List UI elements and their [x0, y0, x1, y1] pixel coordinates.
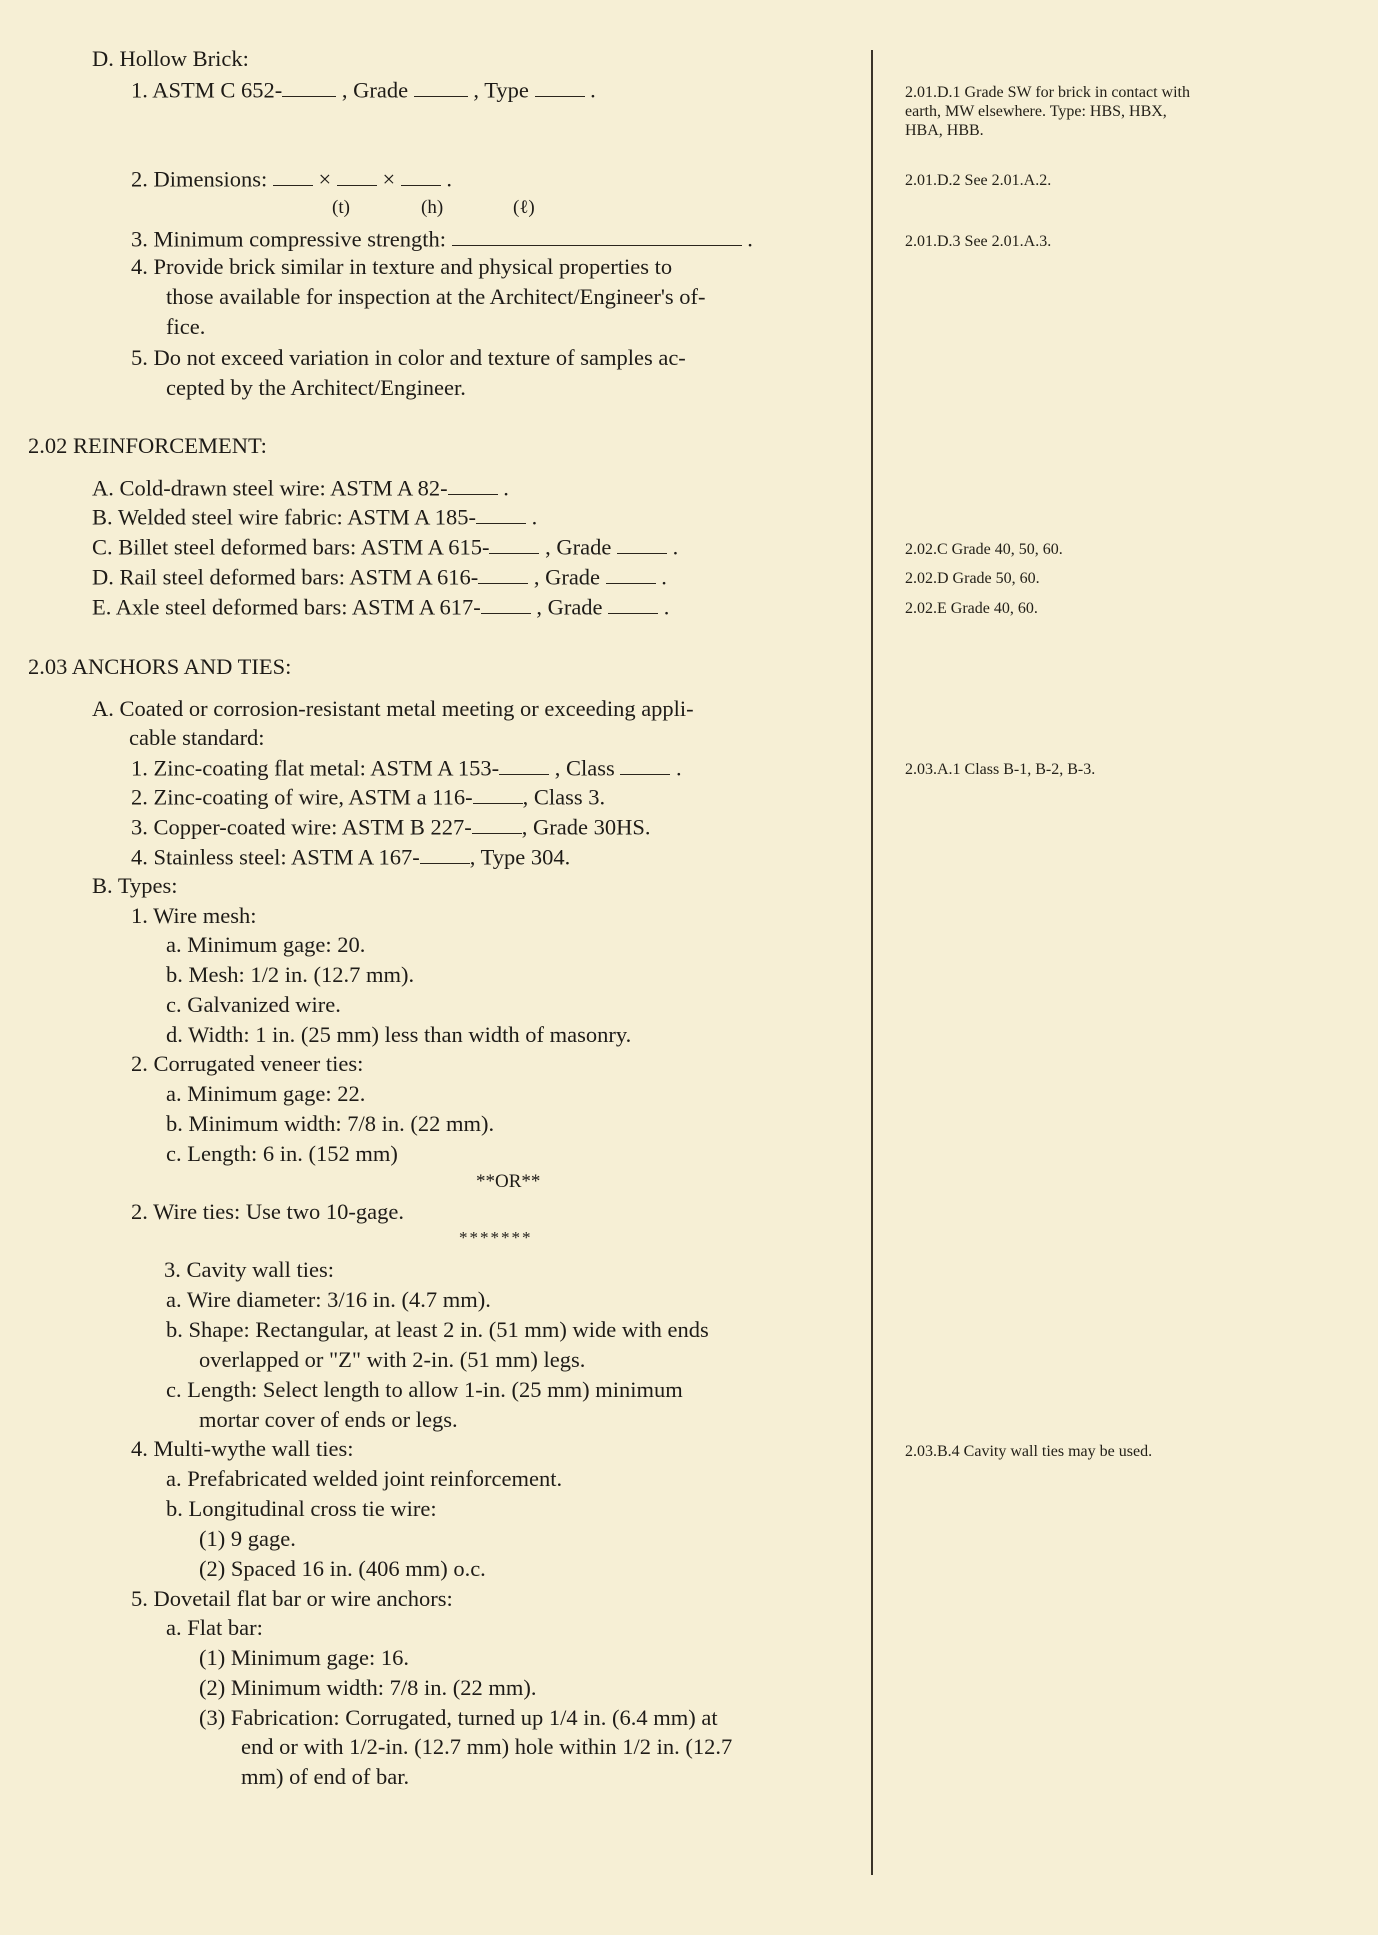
asterisk-separator: *******	[459, 1228, 533, 1247]
item-202e-text: E. Axle steel deformed bars: ASTM A 617-	[92, 594, 481, 620]
item-202a-text: A. Cold-drawn steel wire: ASTM A 82-	[92, 475, 448, 501]
item-203a4-end: , Type 304.	[469, 844, 571, 870]
section-203-title: 2.03 ANCHORS AND TIES:	[28, 654, 292, 679]
times-symbol: ×	[318, 166, 332, 192]
times-symbol: ×	[382, 166, 396, 192]
item-202c-end: .	[672, 534, 679, 560]
item-202d-text: D. Rail steel deformed bars: ASTM A 616-	[92, 564, 479, 590]
d1-end: .	[590, 77, 596, 103]
item-203b5: 5. Dovetail flat bar or wire anchors:	[131, 1586, 453, 1611]
blank-field	[617, 532, 667, 554]
item-203b3b-line1: b. Shape: Rectangular, at least 2 in. (51 mm) wide with ends	[166, 1317, 709, 1342]
note-201d1-line3: HBA, HBB.	[905, 122, 984, 139]
item-203a4	[131, 842, 570, 871]
or-separator: **OR**	[476, 1171, 541, 1192]
item-203b5a3-line1: (3) Fabrication: Corrugated, turned up 1/4 in. (6.4 mm) at	[199, 1705, 718, 1730]
item-203b3c-line2: mortar cover of ends or legs.	[199, 1407, 458, 1432]
blank-field	[452, 224, 742, 246]
blank-field	[489, 532, 539, 554]
note-203b4: 2.03.B.4 Cavity wall ties may be used.	[905, 1443, 1153, 1460]
d3-end: .	[747, 226, 753, 252]
item-203b5a1: (1) Minimum gage: 16.	[199, 1645, 409, 1670]
item-203a2	[131, 782, 605, 811]
item-202d-grade: , Grade	[533, 564, 601, 590]
note-201d1-line1: 2.01.D.1 Grade SW for brick in contact with	[905, 84, 1190, 101]
note-202d: 2.02.D Grade 50, 60.	[905, 570, 1040, 587]
blank-field	[401, 164, 441, 186]
d1-text: 1. ASTM C 652-	[131, 77, 283, 103]
item-203b5a3-line3: mm) of end of bar.	[241, 1764, 410, 1789]
blank-field	[608, 592, 658, 614]
note-201d1-line2: earth, MW elsewhere. Type: HBS, HBX,	[905, 103, 1167, 120]
d2-text: 2. Dimensions:	[131, 166, 268, 192]
item-202e	[92, 592, 669, 621]
item-203a2-end: , Class 3.	[522, 784, 606, 810]
item-203b5a3-line2: end or with 1/2-in. (12.7 mm) hole within 1/2 in. (12.7	[241, 1734, 733, 1759]
item-203b4a: a. Prefabricated welded joint reinforcement.	[166, 1466, 563, 1491]
item-203a3-text: 3. Copper-coated wire: ASTM B 227-	[131, 814, 472, 840]
column-divider	[871, 50, 873, 1875]
blank-field	[472, 812, 522, 834]
item-d4-line1: 4. Provide brick similar in texture and physical properties to	[131, 254, 673, 279]
dim-label-h: (h)	[421, 197, 444, 218]
item-203b2c: c. Length: 6 in. (152 mm)	[166, 1141, 398, 1166]
item-d4-line2: those available for inspection at the Architect/Engineer's of-	[166, 284, 706, 309]
note-202e: 2.02.E Grade 40, 60.	[905, 600, 1038, 617]
blank-field	[481, 592, 531, 614]
note-201d2: 2.01.D.2 See 2.01.A.2.	[905, 172, 1052, 189]
section-202-title: 2.02 REINFORCEMENT:	[28, 433, 267, 458]
item-202a-end: .	[503, 475, 509, 501]
blank-field	[478, 562, 528, 584]
blank-field	[448, 473, 498, 495]
d1-type: , Type	[473, 77, 529, 103]
d1-grade: , Grade	[341, 77, 409, 103]
blank-field	[535, 75, 585, 97]
item-203b1d: d. Width: 1 in. (25 mm) less than width of masonry.	[166, 1022, 632, 1047]
item-203b3b-line2: overlapped or "Z" with 2-in. (51 mm) legs.	[199, 1347, 586, 1372]
item-203a1-end: .	[675, 755, 682, 781]
item-202b	[92, 502, 537, 531]
item-203b1: 1. Wire mesh:	[131, 903, 257, 928]
item-203a1-text: 1. Zinc-coating flat metal: ASTM A 153-	[131, 755, 500, 781]
item-202c	[92, 532, 678, 561]
item-202b-text: B. Welded steel wire fabric: ASTM A 185-	[92, 504, 476, 530]
item-203a2-text: 2. Zinc-coating of wire, ASTM a 116-	[131, 784, 473, 810]
item-203b4: 4. Multi-wythe wall ties:	[131, 1436, 354, 1461]
blank-field	[420, 842, 470, 864]
item-203a-line1: A. Coated or corrosion-resistant metal meeting or exceeding appli-	[92, 696, 694, 721]
item-202d	[92, 562, 667, 591]
item-202d-end: .	[661, 564, 667, 590]
item-203b2-alt: 2. Wire ties: Use two 10-gage.	[131, 1199, 404, 1224]
item-203b2a: a. Minimum gage: 22.	[166, 1081, 366, 1106]
item-203b3: 3. Cavity wall ties:	[164, 1257, 334, 1282]
item-202b-end: .	[531, 504, 538, 530]
item-203b4b: b. Longitudinal cross tie wire:	[166, 1496, 437, 1521]
blank-field	[620, 753, 670, 775]
dim-label-l: (ℓ)	[513, 197, 535, 218]
item-d5-line1: 5. Do not exceed variation in color and texture of samples ac-	[131, 345, 686, 370]
note-202c: 2.02.C Grade 40, 50, 60.	[905, 541, 1063, 558]
item-202c-grade: , Grade	[545, 534, 612, 560]
blank-field	[337, 164, 377, 186]
item-203b4b2: (2) Spaced 16 in. (406 mm) o.c.	[199, 1556, 486, 1581]
item-202e-grade: , Grade	[536, 594, 603, 620]
item-203a3-end: , Grade 30HS.	[521, 814, 651, 840]
item-203a-line2: cable standard:	[129, 725, 265, 750]
blank-field	[282, 75, 336, 97]
item-203b2: 2. Corrugated veneer ties:	[131, 1051, 364, 1076]
item-202a	[92, 473, 509, 502]
item-203a3	[131, 812, 650, 841]
d2-end: .	[446, 166, 453, 192]
item-203b1a: a. Minimum gage: 20.	[166, 932, 366, 957]
item-203a1-class: , Class	[554, 755, 615, 781]
blank-field	[499, 753, 549, 775]
item-203b1b: b. Mesh: 1/2 in. (12.7 mm).	[166, 962, 415, 987]
item-203b3c-line1: c. Length: Select length to allow 1-in. (25 mm) minimum	[166, 1377, 683, 1402]
item-203b1c: c. Galvanized wire.	[166, 992, 341, 1017]
item-d2	[131, 164, 452, 193]
item-203b4b1: (1) 9 gage.	[199, 1526, 296, 1551]
item-203b2b: b. Minimum width: 7/8 in. (22 mm).	[166, 1111, 495, 1136]
item-202e-end: .	[663, 594, 670, 620]
blank-field	[273, 164, 313, 186]
note-201d3: 2.01.D.3 See 2.01.A.3.	[905, 233, 1052, 250]
item-203b3a: a. Wire diameter: 3/16 in. (4.7 mm).	[166, 1287, 491, 1312]
item-203b: B. Types:	[92, 873, 178, 898]
blank-field	[606, 562, 656, 584]
item-d1	[131, 75, 596, 104]
section-d-heading: D. Hollow Brick:	[92, 46, 249, 71]
item-d5-line2: cepted by the Architect/Engineer.	[166, 375, 466, 400]
blank-field	[473, 782, 523, 804]
item-203a4-text: 4. Stainless steel: ASTM A 167-	[131, 844, 420, 870]
item-d3	[131, 224, 753, 253]
item-d4-line3: fice.	[166, 314, 206, 339]
blank-field	[476, 502, 526, 524]
item-203a1	[131, 753, 682, 782]
item-202c-text: C. Billet steel deformed bars: ASTM A 615-	[92, 534, 490, 560]
item-203b5a: a. Flat bar:	[166, 1615, 263, 1640]
note-203a1: 2.03.A.1 Class B-1, B-2, B-3.	[905, 761, 1096, 778]
item-203b5a2: (2) Minimum width: 7/8 in. (22 mm).	[199, 1675, 537, 1700]
d3-text: 3. Minimum compressive strength:	[131, 226, 446, 252]
blank-field	[414, 75, 468, 97]
dim-label-t: (t)	[332, 197, 350, 218]
